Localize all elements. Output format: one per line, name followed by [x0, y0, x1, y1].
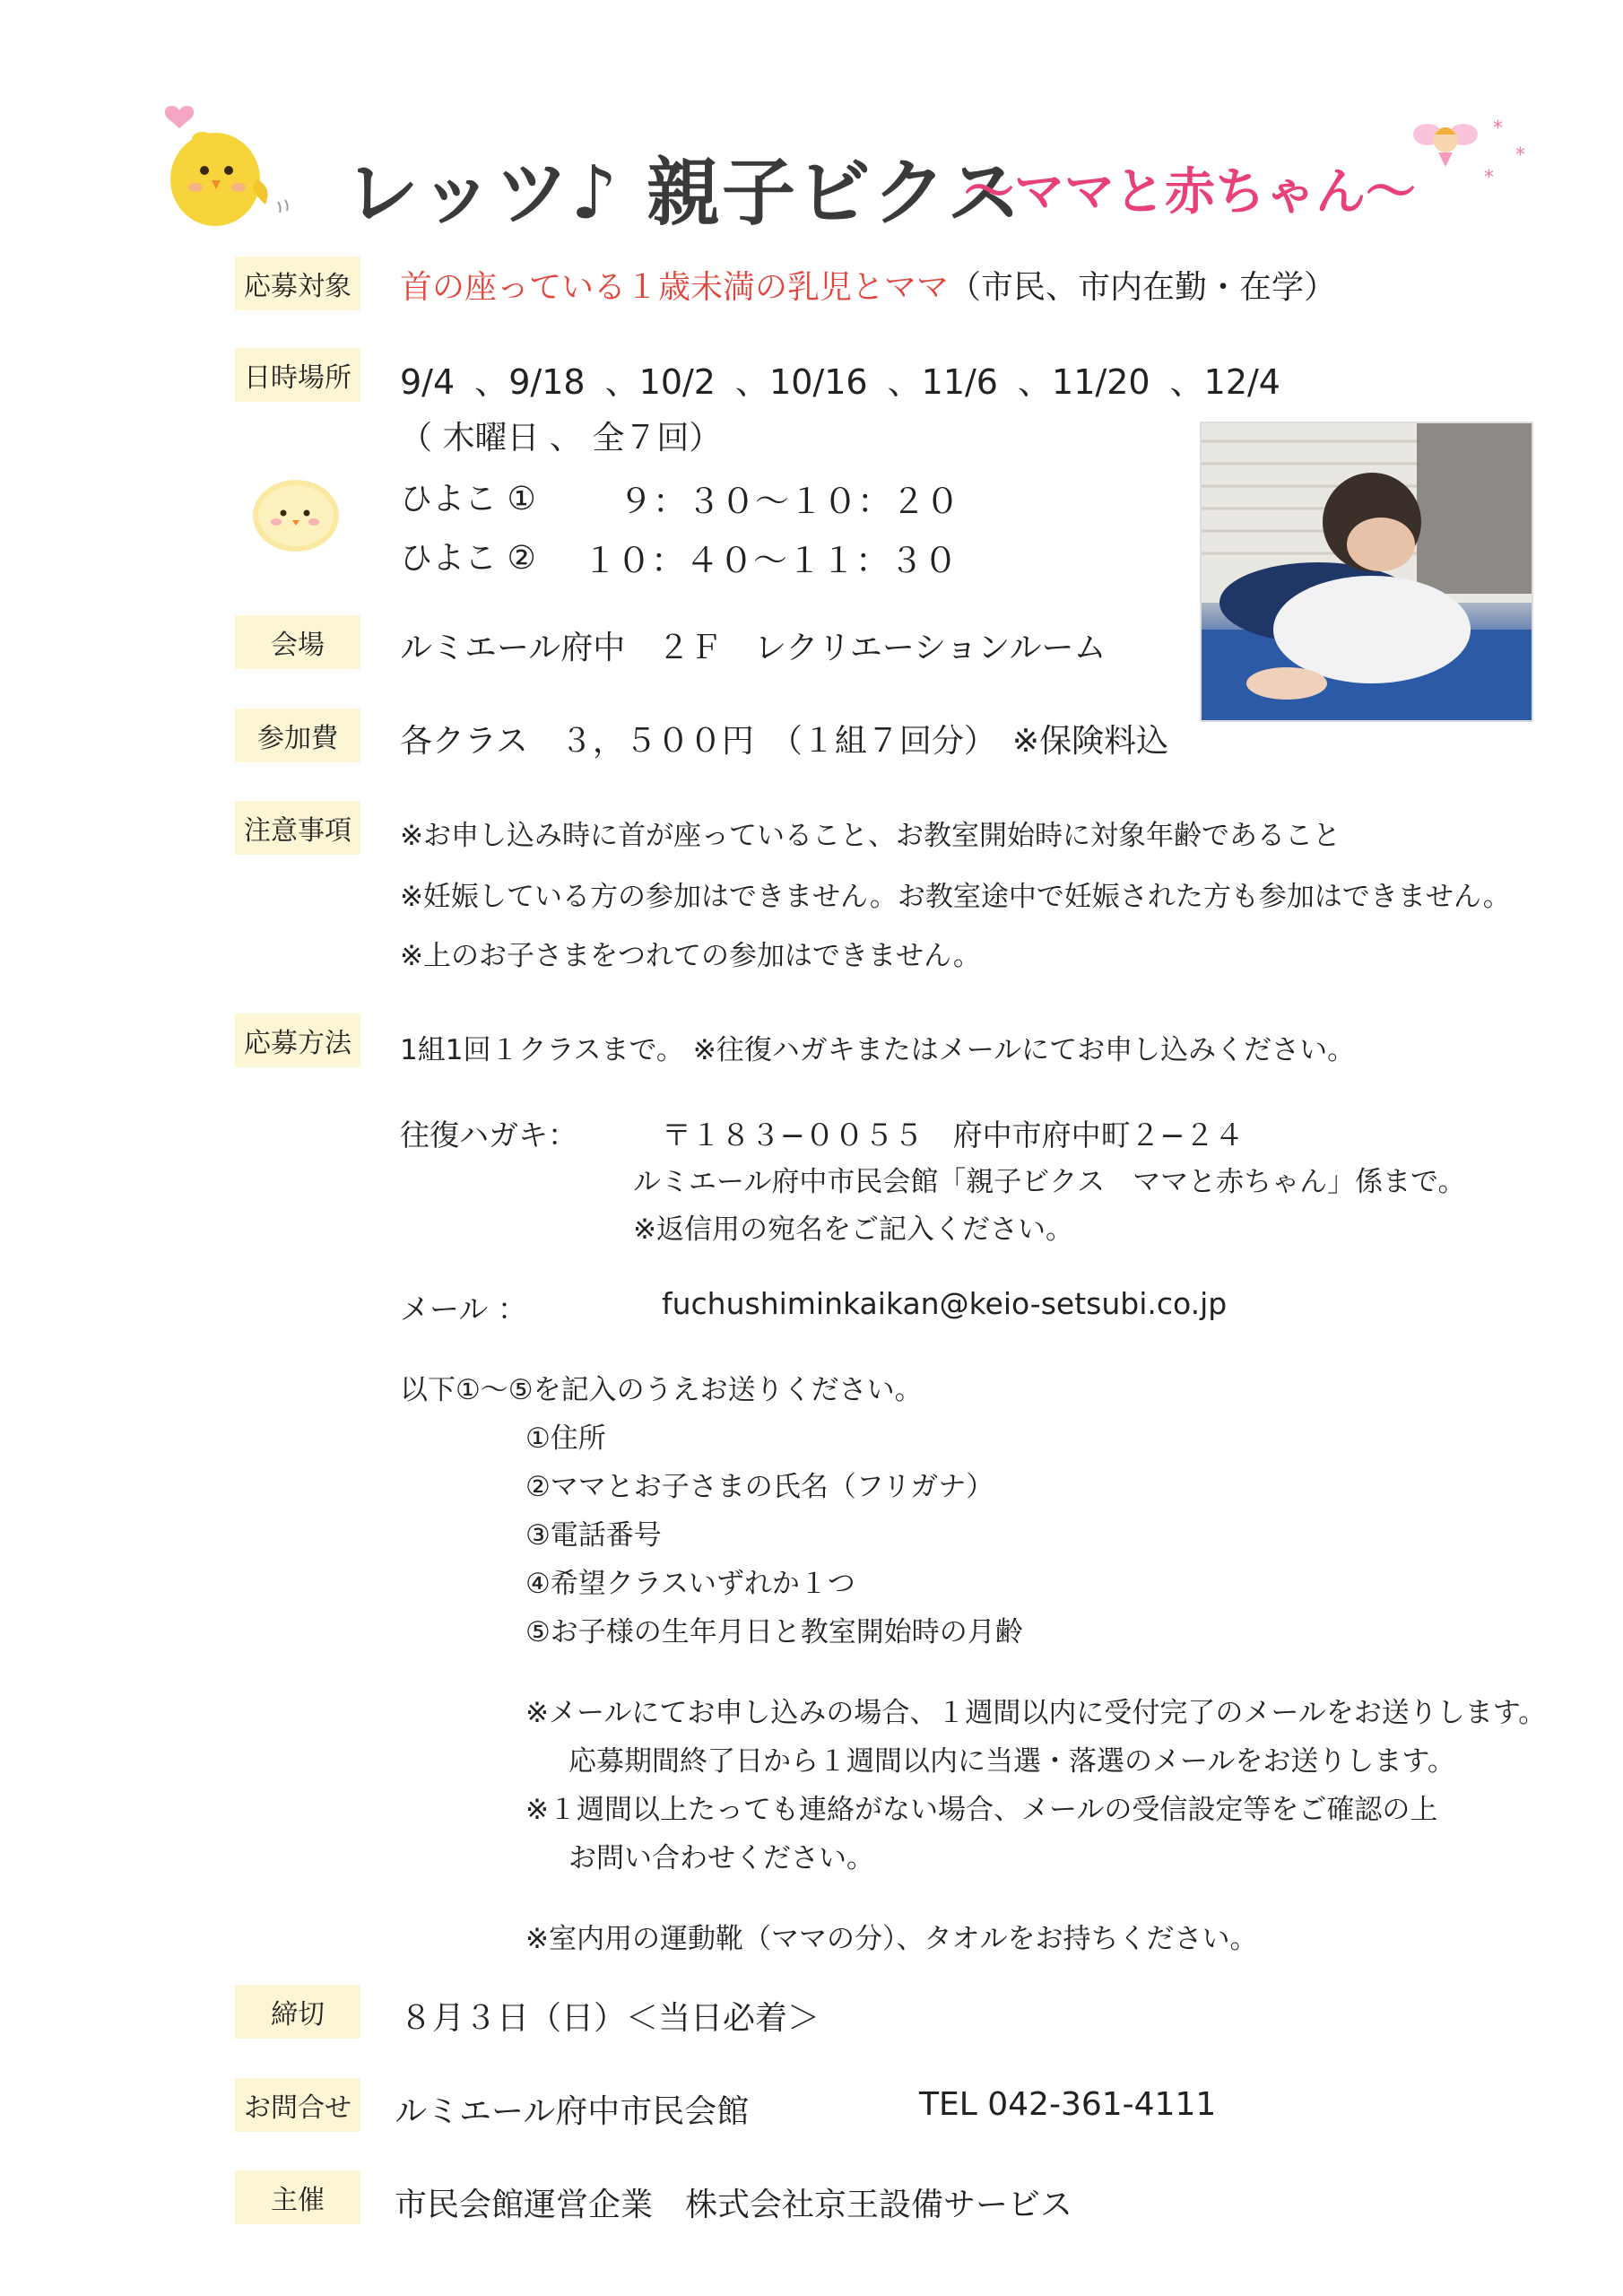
page-subtitle: 〜ママと赤ちゃん〜 — [964, 163, 1416, 222]
field-item-5: ⑤お子様の生年月日と教室開始時の月齢 — [525, 1616, 1023, 1648]
deadline-value: ８月３日（日）＜当日必着＞ — [400, 2000, 820, 2037]
label-schedule: 日時場所 — [235, 348, 360, 402]
fee-value: 各クラス ３，５００円 （１組７回分） ※保険料込 — [400, 723, 1169, 760]
svg-text:*: * — [1515, 144, 1525, 167]
field-item-2: ②ママとお子さまの氏名（フリガナ） — [525, 1471, 994, 1503]
note-item-2: ※妊娠している方の参加はできません。お教室途中で妊娠された方も参加はできません。 — [400, 881, 1511, 913]
baby-chick-icon — [242, 466, 350, 556]
contact-tel[interactable]: TEL 042-361-4111 — [919, 2086, 1217, 2123]
mail-note-1: ※メールにてお申し込みの場合、１週間以内に受付完了のメールをお送りします。 — [525, 1697, 1547, 1729]
target-rest: （市民、市内在勤・在学） — [949, 269, 1337, 306]
label-target: 応募対象 — [235, 257, 360, 310]
schedule-dates: 9/4 、9/18 、10/2 、10/16 、11/6 、11/20 、12/4 — [400, 362, 1280, 402]
mail-note-4: お問い合わせください。 — [568, 1842, 874, 1874]
label-contact: お問合せ — [235, 2078, 360, 2132]
field-item-3: ③電話番号 — [525, 1519, 662, 1552]
target-highlight: 首の座っている１歳未満の乳児とママ — [400, 269, 950, 306]
mail-address[interactable]: fuchushiminkaikan@keio-setsubi.co.jp — [662, 1286, 1228, 1321]
page-title: レッツ♪ 親子ビクス — [345, 151, 1023, 236]
mail-note-3: ※１週間以上たっても連絡がない場合、メールの受信設定等をご確認の上 — [525, 1794, 1438, 1826]
field-item-1: ①住所 — [525, 1422, 606, 1455]
mail-label: メール ： — [400, 1292, 527, 1326]
note-item-1: ※お申し込み時に首が座っていること、お教室開始時に対象年齢であること — [400, 820, 1341, 852]
baby-photo — [1200, 422, 1533, 722]
fairy-icon — [1408, 108, 1542, 206]
schedule-note: （ 木曜日 、 全７回） — [400, 420, 722, 457]
bring-note: ※室内用の運動靴（ママの分）、タオルをお持ちください。 — [525, 1923, 1258, 1955]
class-2-name: ひよこ ② — [400, 540, 536, 577]
heart-icon — [165, 106, 194, 128]
label-fee: 参加費 — [235, 709, 360, 762]
field-item-4: ④希望クラスいずれか１つ — [525, 1568, 855, 1600]
svg-text:*: * — [1484, 167, 1494, 189]
class-1-time: ９：３０〜１０：２０ — [619, 482, 960, 521]
label-apply: 応募方法 — [235, 1013, 360, 1067]
organizer-value: 市民会館運営企業 株式会社京王設備サービス — [395, 2187, 1073, 2223]
mail-note-2: 応募期間終了日から１週間以内に当選・落選のメールをお送りします。 — [568, 1745, 1455, 1778]
class-2-time: １０：４０〜１１：３０ — [583, 541, 959, 580]
postcard-line-2: ルミエール府中市民会館「親子ビクス ママと赤ちゃん」係まで。 — [633, 1166, 1466, 1198]
svg-text:*: * — [1493, 117, 1503, 140]
contact-name: ルミエール府中市民会館 — [395, 2093, 750, 2130]
venue-value: ルミエール府中 ２Ｆ レクリエーションルーム — [400, 630, 1107, 666]
postcard-label: 往復ハガキ： — [400, 1118, 577, 1152]
label-deadline: 締切 — [235, 1985, 360, 2039]
label-venue: 会場 — [235, 615, 360, 669]
label-organizer: 主催 — [235, 2170, 360, 2224]
apply-intro: 1組1回１クラスまで。 ※往復ハガキまたはメールにてお申し込みください。 — [400, 1034, 1356, 1066]
note-item-3: ※上のお子さまをつれての参加はできません。 — [400, 940, 981, 972]
postcard-line-1: 〒１８３−００５５ 府中市府中町２−２４ — [662, 1118, 1245, 1152]
target-text — [400, 262, 1336, 308]
postcard-line-3: ※返信用の宛名をご記入ください。 — [633, 1213, 1073, 1246]
chick-icon — [143, 94, 305, 238]
label-notes: 注意事項 — [235, 801, 360, 855]
fields-intro: 以下①〜⑤を記入のうえお送りください。 — [400, 1374, 923, 1406]
class-1-name: ひよこ ① — [400, 481, 536, 517]
